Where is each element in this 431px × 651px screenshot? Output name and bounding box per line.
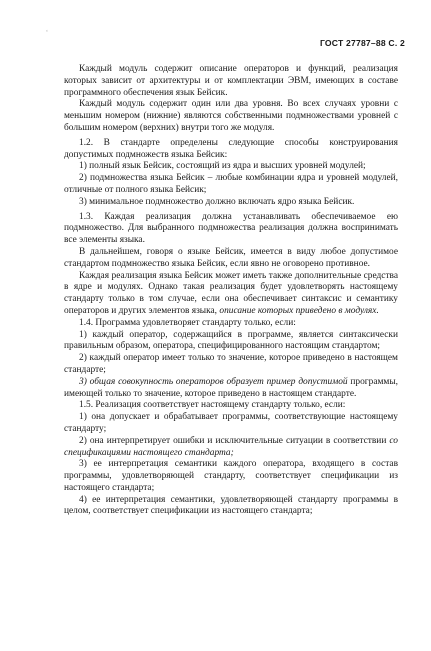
list-item: 1) каждый оператор, содержащийся в программе, является синтаксически правильным образом, оператора, специфицированного настоящим стандартом; <box>64 329 398 352</box>
paragraph: Каждый модуль содержит описание операторов и функций, реализация которых зависит от архитектуры и от комплектации ЭВМ, имеющих в составе программного обеспечения язык Бейсик. <box>64 64 398 98</box>
list-item: 4) ее интерпретация семантики, удовлетворяющей стандарту программы в целом, соответствует спецификации из настоящего стандарта; <box>64 494 398 517</box>
scan-mark: ʻ <box>46 30 48 36</box>
paragraph: В дальнейшем, говоря о языке Бейсик, имеется в виду любое допустимое стандартом подмножество языка Бейсик, если явно не оговорено противное. <box>64 246 398 269</box>
paragraph-text: 2) она интерпретирует ошибки и исключительные ситуации в соответствии <box>79 435 387 446</box>
paragraph-italic-text: описание которых приведено в модулях. <box>219 305 379 316</box>
list-item: 2) каждый оператор имеет только то значение, которое приведено в настоящем стандарте; <box>64 353 398 375</box>
paragraph-italic-text: 3) общая совокупность операторов образует пример допустимой <box>79 376 348 387</box>
list-item: 2) подмножества языка Бейсик – любые комбинации ядра и уровней модулей, отличные от полного языка Бейсик; <box>64 173 398 195</box>
list-item: 1) она допускает и обрабатывает программы, соответствующие настоящему стандарту; <box>64 412 398 434</box>
paragraph-text: программы, имеющей только то значение, которое приведено в настоящем стандарте. <box>64 376 398 399</box>
paragraph: 1.4. Программа удовлетворяет стандарту только, если: <box>79 317 296 328</box>
list-item: 3) минимальное подмножество должно включать ядро языка Бейсик. <box>79 196 355 207</box>
list-item <box>64 377 398 401</box>
paragraph: 1.3. Каждая реализация должна устанавливать обеспечиваемое ею подмножество. Для выбранного подмножества реализация должна воспринимать все элементы языка. <box>64 211 398 246</box>
paragraph <box>64 271 398 318</box>
list-item: 1) полный язык Бейсик, состоящий из ядра и высших уровней модулей; <box>79 161 366 172</box>
paragraph: 1.2. В стандарте определены следующие способы конструирования допустимых подмножеств языка Бейсик: <box>64 137 398 160</box>
page-header: ГОСТ 27787–88 С. 2 <box>319 38 405 48</box>
paragraph: Каждый модуль содержит один или два уровня. Во всех случаях уровни с меньшим номером (нижние) являются собственными подмножествами уровней с большим номером (верхних) внутри того же модуля. <box>64 99 398 133</box>
paragraph-italic-text: со спецификациями настоящего стандарта; <box>64 435 398 458</box>
list-item: 3) ее интерпретация семантики каждого оператора, входящего в состав программы, удовлетворяющей стандарту, соответствует спецификации из настоящего стандарта; <box>64 459 398 493</box>
document-body <box>64 64 398 518</box>
list-item <box>64 436 398 460</box>
paragraph: 1.5. Реализация соответствует настоящему стандарту только, если: <box>79 400 346 411</box>
paragraph-text: Каждая реализация языка Бейсик может иметь также дополнительные средства в ядре и модулях. Однако такая реализация будет удовлетворять настоящему стандарту только в том случае, если она обеспечивает синтаксис и семантику операторов и других элементов языка, <box>64 270 398 316</box>
